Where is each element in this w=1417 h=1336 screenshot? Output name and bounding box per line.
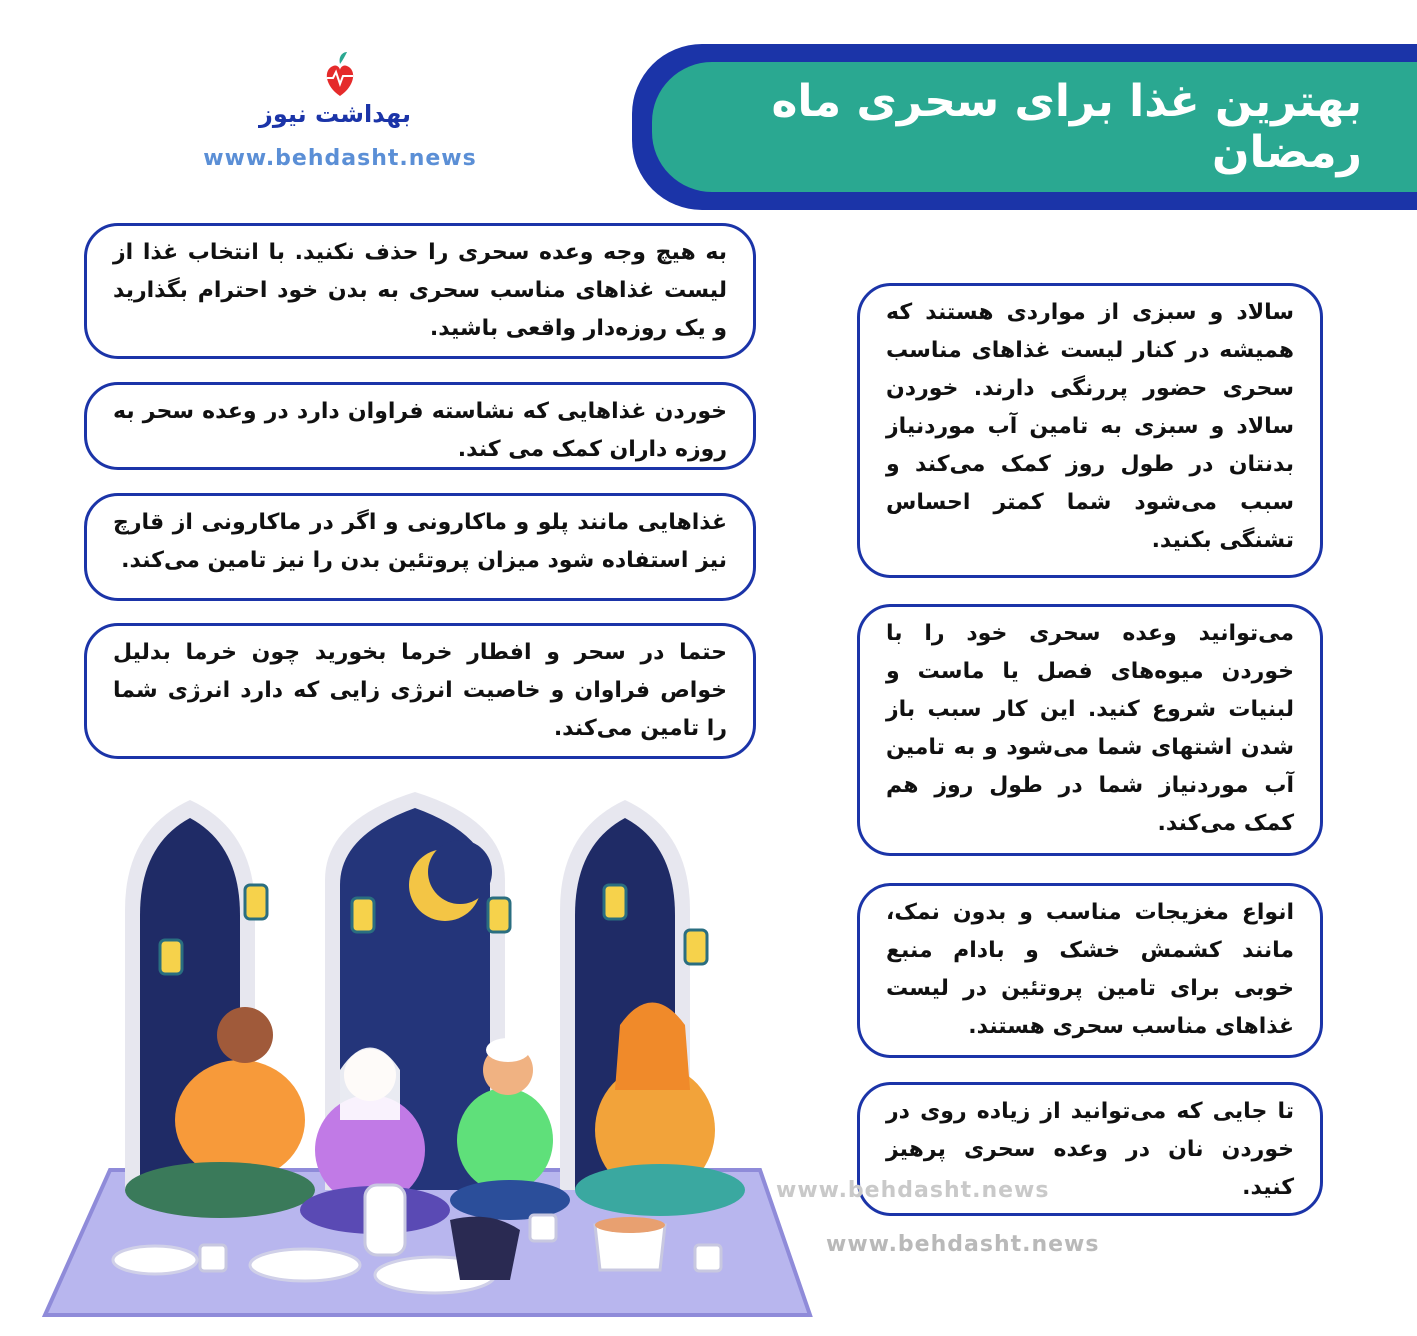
tip-box-right-4: تا جایی که می‌توانید از زیاده روی در خوردن نان در وعده سحری پرهیز کنید. xyxy=(857,1082,1323,1216)
tip-box-left-2: خوردن غذاهایی که نشاسته فراوان دارد در وعده سحر به روزه داران کمک می کند. xyxy=(84,382,756,470)
lantern-icon xyxy=(160,940,182,974)
brand-name: بهداشت نیوز xyxy=(259,100,411,128)
tip-box-right-2: می‌توانید وعده سحری خود را با خوردن میوه‌های فصل یا ماست و لبنیات شروع کنید. این کار سبب باز شدن اشتهای شما می‌شود و به تامین آب موردنیاز شما در طول روز هم کمک می‌کند. xyxy=(857,604,1323,856)
tip-box-right-3: انواع مغزیجات مناسب و بدون نمک، مانند کشمش خشک و بادام منبع خوبی برای تامین پروتئین در لیست غذاهای مناسب سحری هستند. xyxy=(857,883,1323,1058)
jug-icon xyxy=(365,1185,405,1255)
site-url[interactable]: www.behdasht.news xyxy=(203,146,477,171)
page-title: بهترین غذا برای سحری ماه رمضان xyxy=(771,76,1362,178)
title-banner xyxy=(652,62,1417,192)
watermark-text: www.behdasht.news xyxy=(776,1178,1050,1203)
watermark-url: www.behdasht.news xyxy=(826,1232,1100,1257)
tip-box-left-3: غذاهایی مانند پلو و ماکارونی و اگر در ماکارونی از قارچ نیز استفاده شود میزان پروتئین بدن را نیز تامین می‌کند. xyxy=(84,493,756,601)
tip-box-left-1: به هیچ وجه وعده سحری را حذف نکنید. با انتخاب غذا از لیست غذاهای مناسب سحری به بدن خود احترام بگذارید و یک روزه‌دار واقعی باشید. xyxy=(84,223,756,359)
ramadan-family-illustration xyxy=(40,790,820,1320)
tip-box-right-1: سالاد و سبزی از مواردی هستند که همیشه در کنار لیست غذاهای مناسب سحری حضور پررنگی دارند. خوردن سالاد و سبزی به تامین آب موردنیاز بدنتان در طول روز کمک می‌کند و سبب می‌شود شما کمتر احساس تشنگی بکنید. xyxy=(857,283,1323,578)
heart-logo-icon xyxy=(265,48,415,148)
tip-box-left-4: حتما در سحر و افطار خرما بخورید چون خرما بدلیل خواص فراوان و خاصیت انرژی زایی که دارد انرژی شما را تامین می‌کند. xyxy=(84,623,756,759)
